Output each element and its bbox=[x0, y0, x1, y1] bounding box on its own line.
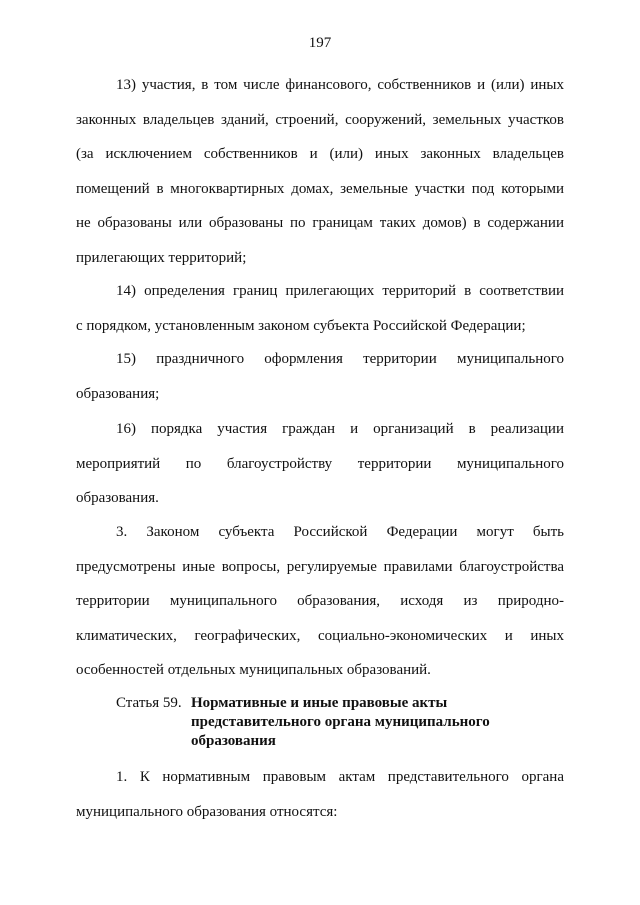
text-line: климатических, географических, социально-экономических и иных bbox=[76, 627, 564, 644]
text-line: не образованы или образованы по границам таких домов) в содержании bbox=[76, 215, 564, 231]
text-line: особенностей отдельных муниципальных образований. bbox=[76, 662, 431, 678]
article-title-line: образования bbox=[191, 733, 276, 749]
paragraph-item-15 bbox=[76, 342, 564, 411]
text-line: 13) участия, в том числе финансового, собственников и (или) иных bbox=[116, 77, 564, 93]
text-line: помещений в многоквартирных домах, земельные участки под которыми bbox=[76, 180, 564, 197]
page-number: 197 bbox=[308, 35, 332, 51]
text-line: с порядком, установленным законом субъекта Российской Федерации; bbox=[76, 317, 526, 334]
text-line: прилегающих территорий; bbox=[76, 249, 247, 266]
paragraph-item-14 bbox=[76, 274, 564, 343]
paragraph-section-3 bbox=[76, 515, 564, 688]
article-title-line: Нормативные и иные правовые акты bbox=[191, 695, 448, 711]
text-line: 14) определения границ прилегающих территорий в соответствии bbox=[116, 283, 564, 299]
text-line: образования; bbox=[76, 385, 160, 402]
paragraph-article-59-1 bbox=[76, 760, 564, 829]
text-line: образования. bbox=[76, 490, 159, 506]
text-line: муниципального образования относятся: bbox=[76, 803, 338, 820]
paragraph-item-16 bbox=[76, 412, 564, 516]
paragraph-item-13 bbox=[76, 68, 564, 275]
text-line: территории муниципального образования, исходя из природно- bbox=[76, 593, 564, 609]
text-line: 3. Законом субъекта Российской Федерации могут быть bbox=[116, 524, 564, 540]
article-title-line: представительного органа муниципального bbox=[191, 714, 490, 730]
article-label: Статья 59. bbox=[116, 695, 182, 711]
text-line: законных владельцев зданий, строений, сооружений, земельных участков bbox=[76, 111, 564, 128]
text-line: 1. К нормативным правовым актам представительного органа bbox=[116, 769, 564, 785]
text-line: 16) порядка участия граждан и организаций в реализации bbox=[116, 421, 564, 437]
text-line: 15) праздничного оформления территории муниципального bbox=[116, 351, 564, 367]
text-line: мероприятий по благоустройству территории муниципального bbox=[76, 455, 564, 472]
text-line: (за исключением собственников и (или) иных законных владельцев bbox=[76, 146, 564, 162]
text-line: предусмотрены иные вопросы, регулируемые правилами благоустройства bbox=[76, 558, 564, 575]
article-title bbox=[191, 694, 591, 751]
